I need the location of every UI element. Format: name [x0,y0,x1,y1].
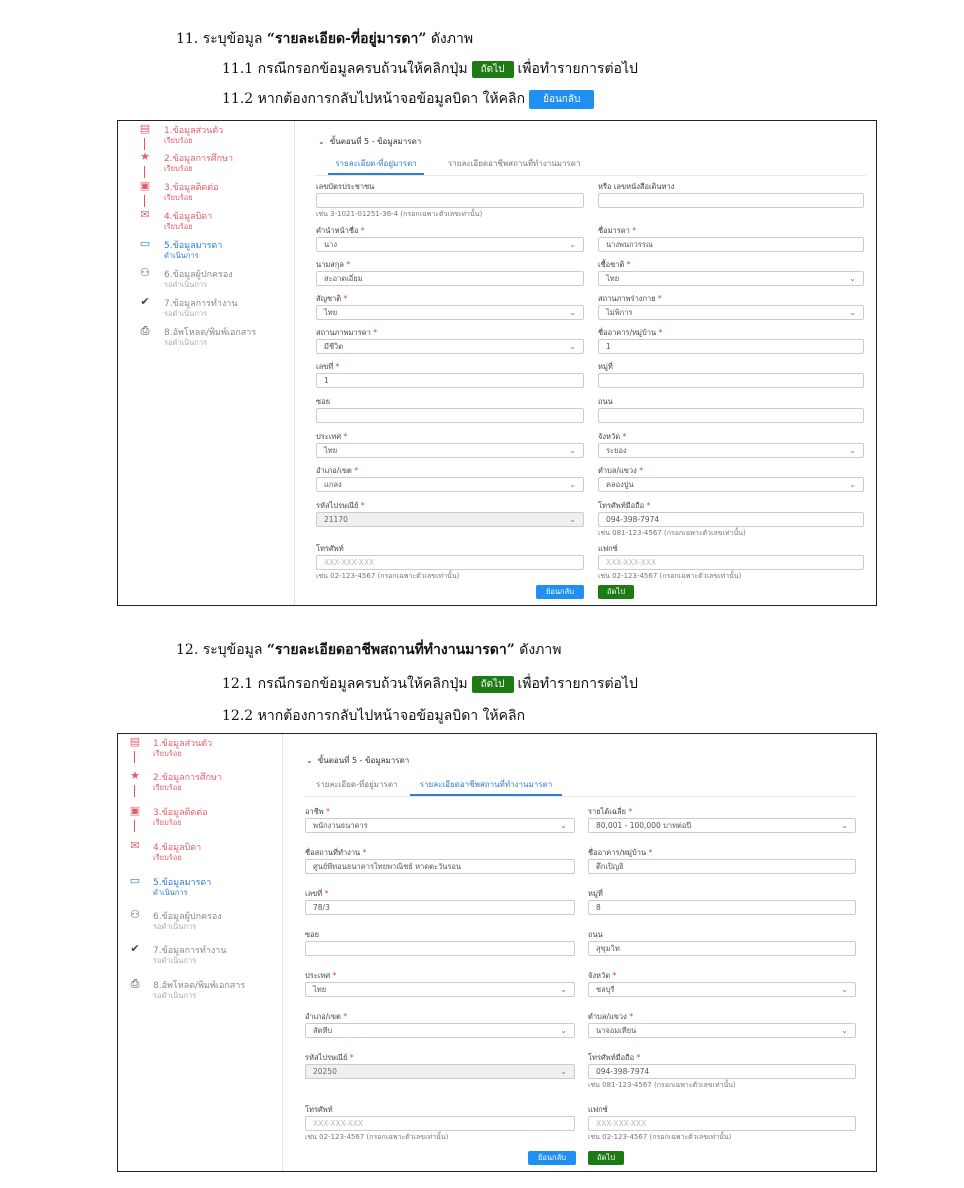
nationality-field: สัญชาติ * ไทย ⌄ [316,293,584,320]
section12-item1: 12.1 กรณีกรอกข้อมูลครบถ้วนให้คลิกปุ่ม ถัดไป เพื่อทำรายการต่อไป [222,676,638,692]
chevron-down-icon: ⌄ [569,480,576,489]
tab-mother-work[interactable]: รายละเอียดอาชีพสถานที่ทำงานมารดา [448,159,581,168]
next-button[interactable]: ถัดไป [588,1151,624,1165]
steps-sidebar: ▤ 1.ข้อมูลส่วนตัว เรียบร้อย ★ 2.ข้อมูลการศึกษา เรียบร้อย ▣ 3.ข้อมูลติดต่อ เรียบร้อย ✉ 4.ข้อมูลบิดา เรียบร้อย ▭ 5.ข้อมูลมารดา ดำเนินการ ⚇ 6.ข้อมูลผู้ปกครอง รอดำเนินการ ✔ 7.ข้อมูลการทำงาน รอดำเนินการ ⎙ 8.อัพโหลด/พิมพ์เอกสาร รอดำเนินการ [118,121,295,605]
province-field: จังหวัด * ชลบุรี ⌄ [588,970,856,997]
document-icon: ▤ [129,735,141,748]
mobile-field: โทรศัพท์มือถือ * 094-398-7974 เช่น 081-123-4567 (กรอกเฉพาะตัวเลขเท่านั้น) [598,500,864,539]
income-field: รายได้เฉลี่ย * 80,001 - 100,000 บาทต่อปี ⌄ [588,806,856,833]
moo-input[interactable]: 8 [588,900,856,915]
career-field: อาชีพ * พนักงานธนาคาร ⌄ [305,806,575,833]
chevron-down-icon: ⌄ [849,480,856,489]
section11-item1: 11.1 กรณีกรอกข้อมูลครบถ้วนให้คลิกปุ่ม ถัดไป เพื่อทำรายการต่อไป [222,61,638,77]
soi-input[interactable] [305,941,575,956]
mail-icon: ✉ [130,839,140,852]
back-button[interactable]: ย้อนกลับ [536,585,584,599]
lastname-field: นามสกุล * สะอาดเอี่ยม [316,259,584,286]
form-tabs [314,155,866,176]
country-field: ประเทศ * ไทย ⌄ [305,970,575,997]
phone-field: โทรศัพท์ XXX-XXX-XXX เช่น 02-123-4567 (กรอกเฉพาะตัวเลขเท่านั้น) [305,1104,575,1143]
postcode-field: รหัสไปรษณีย์ * 20250 ⌄ [305,1052,575,1079]
mother-status-field: สถานภาพมารดา * มีชีวิต ⌄ [316,327,584,354]
phone-input[interactable]: XXX-XXX-XXX [305,1116,575,1131]
book-icon: ▭ [129,874,141,887]
section11-item2: 11.2 หากต้องการกลับไปหน้าจอข้อมูลบิดา ให้คลิก ย้อนกลับ [222,88,598,110]
mail-icon: ✉ [140,208,150,221]
province-select[interactable]: ชลบุรี ⌄ [588,982,856,997]
passport-input[interactable] [598,193,864,208]
building-input[interactable]: ตึกเปิญธิ [588,859,856,874]
moo-field: หมู่ที่ 8 [588,888,856,915]
road-input[interactable] [598,408,864,423]
section12-item2: 12.2 หากต้องการกลับไปหน้าจอข้อมูลบิดา ให้คลิก [222,708,526,724]
form-tabs [304,776,856,797]
soi-field: ซอย [316,396,584,423]
chevron-down-icon: ⌄ [560,985,567,994]
prefix-field: คำนำหน้าชื่อ * นาง ⌄ [316,225,584,252]
next-button[interactable]: ถัดไป [598,585,634,599]
inline-next-button: ถัดไป [472,676,514,693]
moo-input[interactable] [598,373,864,388]
screenshot-mother-work [117,733,877,1172]
back-button[interactable]: ย้อนกลับ [528,1151,576,1165]
postcode-field: รหัสไปรษณีย์ * 21170 ⌄ [316,500,584,527]
steps-sidebar: ▤ 1.ข้อมูลส่วนตัว เรียบร้อย ★ 2.ข้อมูลการศึกษา เรียบร้อย ▣ 3.ข้อมูลติดต่อ เรียบร้อย ✉ 4.ข้อมูลบิดา เรียบร้อย ▭ 5.ข้อมูลมารดา ดำเนินการ ⚇ 6.ข้อมูลผู้ปกครอง รอดำเนินการ ✔ 7.ข้อมูลการทำงาน รอดำเนินการ ⎙ 8.อัพโหลด/พิมพ์เอกสาร รอดำเนินการ [118,734,283,1171]
id-card-input[interactable] [316,193,584,208]
subdistrict-field: ตำบล/แขวง * นาจอมเทียน ⌄ [588,1011,856,1038]
step-header: ⌄ ขั้นตอนที่ 5 - ข้อมูลมารดา [306,756,410,765]
country-select[interactable]: ไทย ⌄ [316,443,584,458]
tab-mother-work[interactable]: รายละเอียดอาชีพสถานที่ทำงานมารดา [410,778,562,796]
mobile-input[interactable]: 094-398-7974 [588,1064,856,1079]
chevron-down-icon: ⌄ [569,515,576,524]
houseno-input[interactable]: 78/3 [305,900,575,915]
houseno-input[interactable]: 1 [316,373,584,388]
building-field: ชื่ออาคาร/หมู่บ้าน * ตึกเปิญธิ [588,847,856,874]
chevron-down-icon: ⌄ [841,1026,848,1035]
district-select[interactable]: สัตหีบ ⌄ [305,1023,575,1038]
section11-heading: 11. ระบุข้อมูล “รายละเอียด-ที่อยู่มารดา” ดังภาพ [176,31,474,47]
chevron-down-icon: ⌄ [560,1067,567,1076]
fax-input[interactable]: XXX-XXX-XXX [598,555,864,570]
fax-input[interactable]: XXX-XXX-XXX [588,1116,856,1131]
road-field: ถนน สุขุมวิท [588,929,856,956]
mobile-field: โทรศัพท์มือถือ * 094-398-7974 เช่น 081-123-4567 (กรอกเฉพาะตัวเลขเท่านั้น) [588,1052,856,1091]
district-select[interactable]: แกลง ⌄ [316,477,584,492]
income-select[interactable]: 80,001 - 100,000 บาทต่อปี ⌄ [588,818,856,833]
chevron-down-icon: ⌄ [569,308,576,317]
printer-icon: ⎙ [140,324,150,337]
mother-status-select[interactable]: มีชีวิต ⌄ [316,339,584,354]
check-circle-icon: ✔ [130,942,140,955]
nationality-select[interactable]: ไทย ⌄ [316,305,584,320]
document-icon: ▤ [139,122,151,135]
screenshot-mother-address [117,120,877,606]
chevron-down-icon: ⌄ [841,985,848,994]
chevron-down-icon: ⌄ [306,756,313,765]
postcode-select[interactable]: 21170 ⌄ [316,512,584,527]
star-icon: ★ [140,150,150,163]
soi-input[interactable] [316,408,584,423]
country-field: ประเทศ * ไทย ⌄ [316,431,584,458]
workplace-field: ชื่อสถานที่ทำงาน * ศูนย์พีทอนธนาคารไทยพาณิชย์ หาดตะวันรอน [305,847,575,874]
chevron-down-icon: ⌄ [569,240,576,249]
health-field: สถานภาพร่างกาย * ไม่พิการ ⌄ [598,293,864,320]
road-input[interactable]: สุขุมวิท [588,941,856,956]
prefix-select[interactable]: นาง ⌄ [316,237,584,252]
chevron-down-icon: ⌄ [849,308,856,317]
mobile-input[interactable]: 094-398-7974 [598,512,864,527]
subdistrict-field: ตำบล/แขวง * คลองปูน ⌄ [598,465,864,492]
firstname-input[interactable]: นางพนกวรรณ [598,237,864,252]
province-field: จังหวัด * ระยอง ⌄ [598,431,864,458]
district-field: อำเภอ/เขต * สัตหีบ ⌄ [305,1011,575,1038]
postcode-select[interactable]: 20250 ⌄ [305,1064,575,1079]
chevron-down-icon: ⌄ [560,821,567,830]
people-icon: ⚇ [140,266,150,279]
ethnicity-field: เชื้อชาติ * ไทย ⌄ [598,259,864,286]
houseno-field: เลขที่ * 78/3 [305,888,575,915]
book-icon: ▭ [139,237,151,250]
subdistrict-select[interactable]: คลองปูน ⌄ [598,477,864,492]
country-select[interactable]: ไทย ⌄ [305,982,575,997]
chevron-down-icon: ⌄ [569,446,576,455]
building-input[interactable]: 1 [598,339,864,354]
step-header: ⌄ ขั้นตอนที่ 5 - ข้อมูลมารดา [318,137,422,146]
soi-field: ซอย [305,929,575,956]
chevron-down-icon: ⌄ [841,821,848,830]
career-select[interactable]: พนักงานธนาคาร ⌄ [305,818,575,833]
chevron-down-icon: ⌄ [560,1026,567,1035]
people-icon: ⚇ [130,908,140,921]
contact-card-icon: ▣ [139,179,151,192]
printer-icon: ⎙ [130,977,140,990]
chevron-down-icon: ⌄ [569,342,576,351]
tab-mother-address[interactable]: รายละเอียด-ที่อยู่มารดา [316,780,398,789]
id-card-field: เลขบัตรประชาชน เช่น 3-1021-01251-36-4 (กรอกเฉพาะตัวเลขเท่านั้น) [316,181,584,220]
check-circle-icon: ✔ [140,295,150,308]
province-select[interactable]: ระยอง ⌄ [598,443,864,458]
inline-back-button: ย้อนกลับ [529,90,594,109]
workplace-input[interactable]: ศูนย์พีทอนธนาคารไทยพาณิชย์ หาดตะวันรอน [305,859,575,874]
chevron-down-icon: ⌄ [849,446,856,455]
chevron-down-icon: ⌄ [849,274,856,283]
chevron-down-icon: ⌄ [318,137,325,146]
tab-mother-address[interactable]: รายละเอียด-ที่อยู่มารดา [328,157,424,175]
passport-field: หรือ เลขหนังสือเดินทาง [598,181,864,208]
district-field: อำเภอ/เขต * แกลง ⌄ [316,465,584,492]
phone-input[interactable]: XXX-XXX-XXX [316,555,584,570]
lastname-input[interactable]: สะอาดเอี่ยม [316,271,584,286]
contact-card-icon: ▣ [129,804,141,817]
section12-heading: 12. ระบุข้อมูล “รายละเอียดอาชีพสถานที่ทำงานมารดา” ดังภาพ [176,642,562,658]
firstname-field: ชื่อมารดา * นางพนกวรรณ [598,225,864,252]
ethnicity-select[interactable]: ไทย ⌄ [598,271,864,286]
health-select[interactable]: ไม่พิการ ⌄ [598,305,864,320]
moo-field: หมู่ที่ [598,361,864,388]
inline-next-button: ถัดไป [472,61,514,78]
road-field: ถนน [598,396,864,423]
subdistrict-select[interactable]: นาจอมเทียน ⌄ [588,1023,856,1038]
fax-field: แฟกซ์ XXX-XXX-XXX เช่น 02-123-4567 (กรอกเฉพาะตัวเลขเท่านั้น) [598,543,864,582]
fax-field: แฟกซ์ XXX-XXX-XXX เช่น 02-123-4567 (กรอกเฉพาะตัวเลขเท่านั้น) [588,1104,856,1143]
building-field: ชื่ออาคาร/หมู่บ้าน * 1 [598,327,864,354]
star-icon: ★ [130,769,140,782]
phone-field: โทรศัพท์ XXX-XXX-XXX เช่น 02-123-4567 (กรอกเฉพาะตัวเลขเท่านั้น) [316,543,584,582]
houseno-field: เลขที่ * 1 [316,361,584,388]
